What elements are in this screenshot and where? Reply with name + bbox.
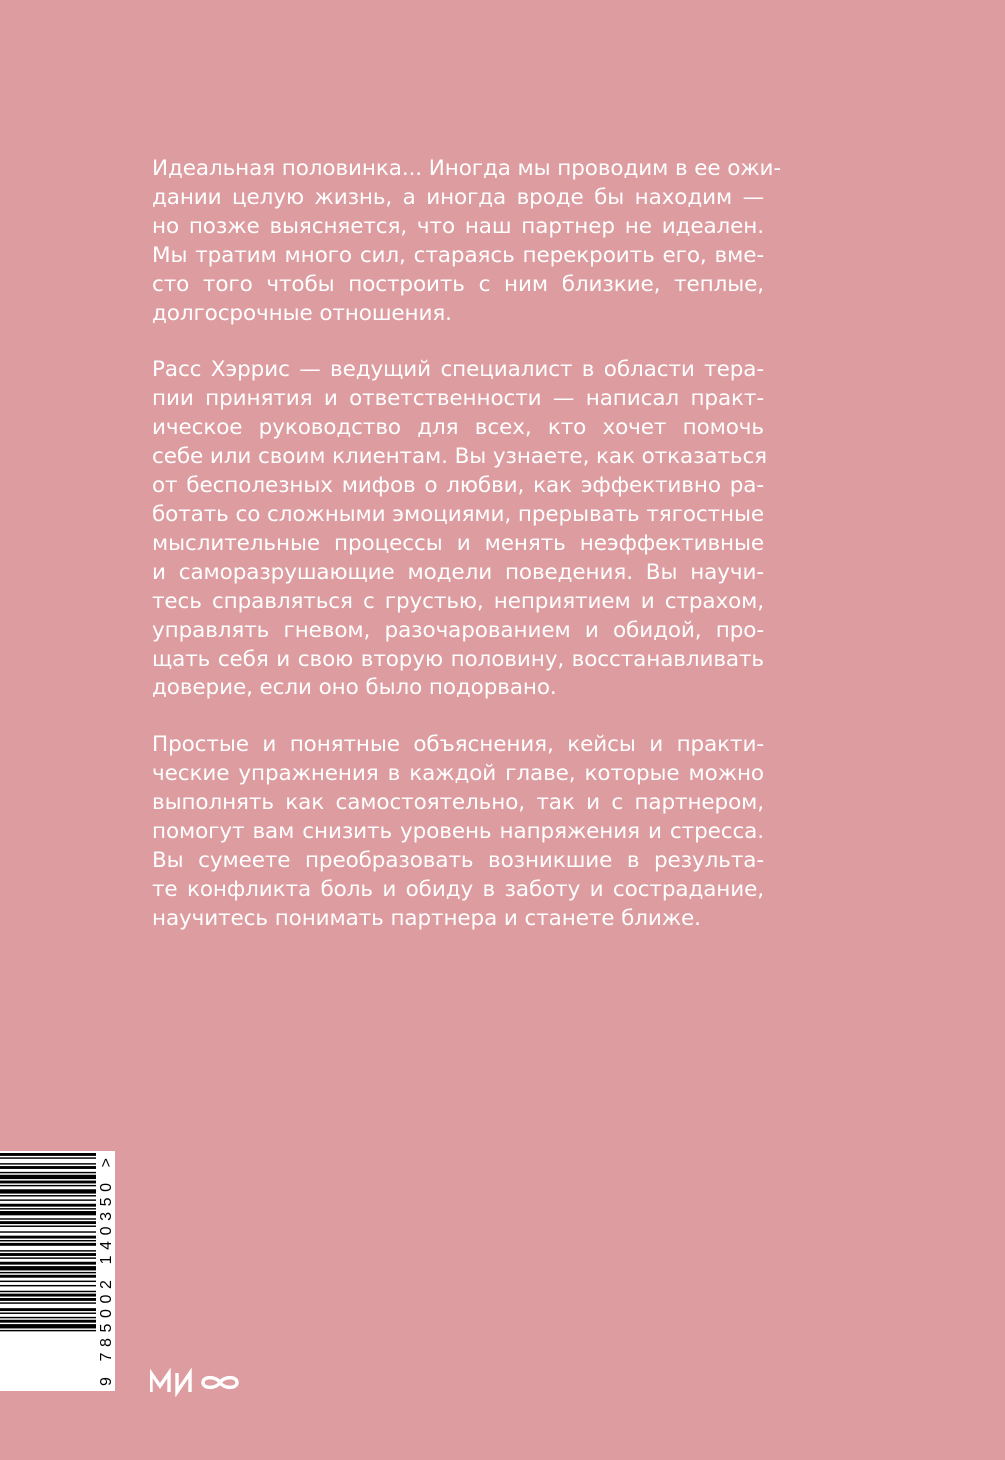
barcode-bar	[0, 1324, 96, 1328]
annotation-paragraph-1	[152, 155, 782, 328]
barcode-bar	[0, 1172, 96, 1173]
text-line: но позже выясняется, что наш партнер не идеален.	[152, 213, 764, 239]
text-line: Идеальная половинка... Иногда мы проводим в ее ожи-	[152, 156, 782, 181]
barcode-bar	[0, 1166, 96, 1169]
barcode-bar	[0, 1302, 96, 1303]
barcode-bar	[0, 1275, 96, 1278]
text-line: Вы сумеете преобразовать возникшие в результа-	[152, 847, 764, 873]
annotation-paragraph-3	[152, 731, 764, 933]
barcode-bar	[0, 1163, 96, 1164]
barcode-bar	[0, 1243, 96, 1246]
barcode-bar	[0, 1313, 96, 1314]
text-line: и саморазрушающие модели поведения. Вы научи-	[152, 559, 764, 585]
text-line: мыслительные процессы и менять неэффективные	[152, 530, 764, 556]
barcode-bar	[0, 1218, 96, 1219]
barcode-bar	[0, 1294, 96, 1297]
barcode-bar	[0, 1157, 96, 1158]
text-line: щать себя и свою вторую половину, восстанавливать	[152, 646, 764, 672]
text-line: помогут вам снизить уровень напряжения и стресса.	[152, 819, 764, 845]
barcode-bar	[0, 1185, 96, 1186]
annotation-paragraph-2	[152, 356, 768, 703]
text-line: ческие упражнения в каждой главе, которые можно	[152, 761, 764, 787]
annotation-text	[152, 155, 782, 934]
text-line: ическое руководство для всех, кто хочет помочь	[152, 415, 764, 441]
barcode-bar	[0, 1181, 96, 1184]
barcode-bar	[0, 1262, 96, 1265]
barcode-bar	[0, 1195, 96, 1196]
barcode-bar	[0, 1317, 96, 1318]
barcode-bar	[0, 1221, 96, 1224]
barcode-bar	[0, 1291, 96, 1292]
isbn-barcode-number: 9 785002 140350 >	[98, 1152, 115, 1386]
text-line: сто того чтобы построить с ним близкие, теплые,	[152, 271, 764, 297]
barcode-bar	[0, 1285, 96, 1286]
text-line: ботать со сложными эмоциями, прерывать тягостные	[152, 501, 764, 527]
barcode-bar	[0, 1189, 96, 1193]
text-line: Мы тратим много сил, стараясь перекроить его, вме-	[152, 242, 764, 268]
text-line: научитесь понимать партнера и станете ближе.	[152, 905, 701, 931]
text-line: те конфликта боль и обиду в заботу и сострадание,	[152, 876, 764, 902]
barcode-bar	[0, 1208, 96, 1209]
barcode-bar	[0, 1211, 96, 1215]
barcode-bar	[0, 1240, 96, 1241]
text-line: долгосрочные отношения.	[152, 300, 452, 326]
barcode-bar	[0, 1236, 96, 1239]
text-line: выполнять как самостоятельно, так и с партнером,	[152, 790, 764, 816]
text-line: дании целую жизнь, а иногда вроде бы находим —	[152, 184, 764, 210]
barcode-bar	[0, 1272, 96, 1273]
text-line: Расс Хэррис — ведущий специалист в области тера-	[152, 357, 764, 383]
text-line: доверие, если оно было подорвано.	[152, 675, 557, 701]
barcode-bar	[0, 1231, 96, 1232]
mif-logo-icon	[150, 1367, 242, 1397]
publisher-logo	[150, 1367, 242, 1397]
barcode-bar	[0, 1281, 96, 1282]
text-line: пии принятия и ответственности — написал практ-	[152, 386, 764, 412]
text-line: от бесполезных мифов о любви, как эффективно ра-	[152, 473, 764, 499]
text-line: тесь справляться с грустью, неприятием и страхом,	[152, 588, 764, 614]
barcode-bar	[0, 1153, 96, 1156]
barcode-bar	[0, 1330, 96, 1331]
text-line: управлять гневом, разочарованием и обидой, про-	[152, 617, 764, 643]
barcode-bar	[0, 1250, 96, 1251]
barcode-bar	[0, 1199, 96, 1200]
barcode-bar	[0, 1308, 96, 1311]
barcode-bar	[0, 1298, 96, 1301]
barcode-bar	[0, 1320, 96, 1323]
text-line: Простые и понятные объяснения, кейсы и практи-	[152, 732, 764, 758]
barcode-bar	[0, 1226, 96, 1227]
barcode-bar	[0, 1266, 96, 1270]
barcode-bar	[0, 1204, 96, 1207]
text-line: себе или своим клиентам. Вы узнаете, как отказаться	[152, 444, 768, 470]
barcode-bar	[0, 1257, 96, 1258]
barcode-bar	[0, 1175, 96, 1179]
barcode-bar	[0, 1253, 96, 1256]
